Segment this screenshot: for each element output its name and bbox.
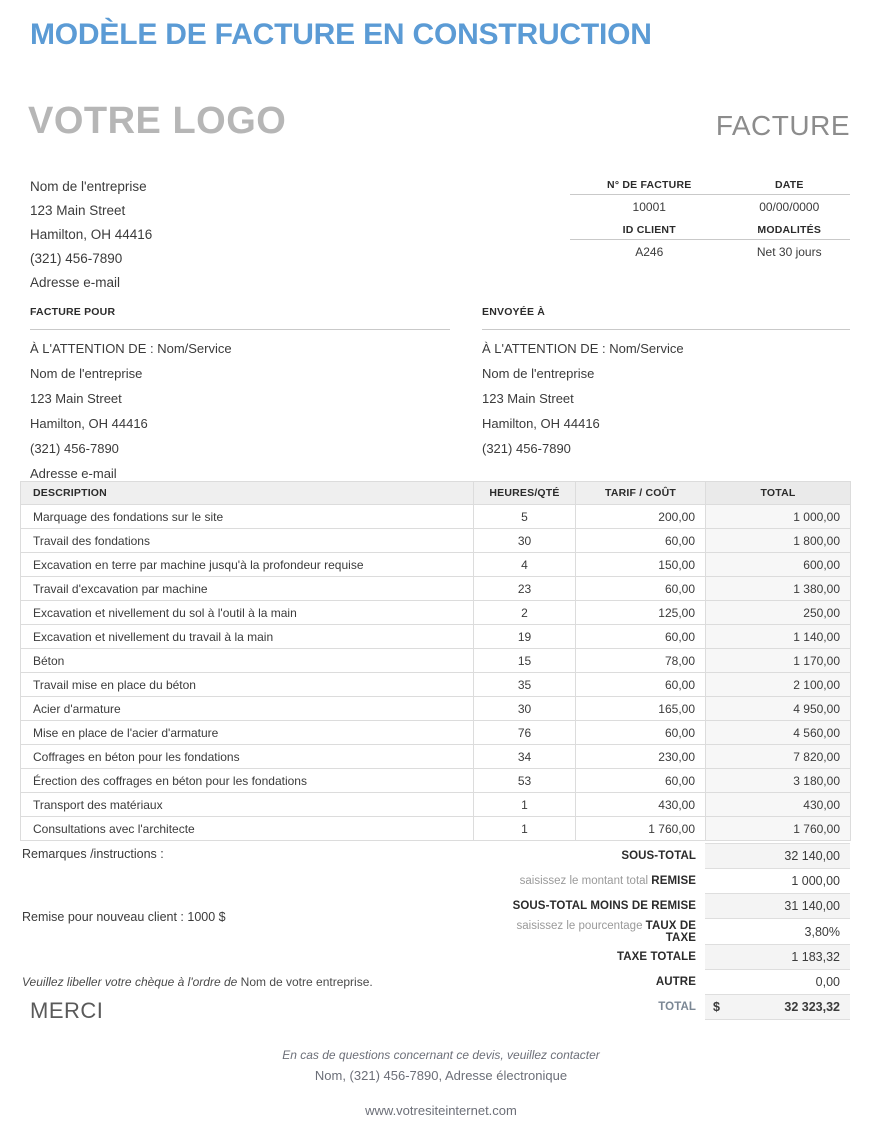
cell-total[interactable]: 1 760,00 [706,817,851,841]
sender-line: Hamilton, OH 44416 [30,227,153,242]
cell-description[interactable]: Érection des coffrages en béton pour les fondations [21,769,474,793]
column-header-total: TOTAL [706,482,851,505]
totals-label [490,995,705,1020]
logo-placeholder: VOTRE LOGO [28,100,287,142]
cell-rate[interactable]: 78,00 [576,649,706,673]
totals-row [490,945,850,970]
sender-line: 123 Main Street [30,203,126,218]
totals-label [490,869,705,894]
totals-row [490,844,850,869]
totals-label-text: AUTRE [655,976,696,988]
totals-value[interactable] [705,919,850,945]
cell-total[interactable]: 7 820,00 [706,745,851,769]
table-row [21,793,851,817]
cell-total[interactable]: 1 170,00 [706,649,851,673]
ship-to-line: À L'ATTENTION DE : Nom/Service [482,341,684,356]
cell-rate[interactable]: 60,00 [576,529,706,553]
totals-value-text: 3,80% [804,924,840,939]
cell-rate[interactable]: 60,00 [576,625,706,649]
cell-total[interactable]: 3 180,00 [706,769,851,793]
totals-row [490,869,850,894]
cell-description[interactable]: Consultations avec l'architecte [21,817,474,841]
totals-value-text: 32 323,32 [784,1000,840,1014]
cell-quantity[interactable]: 23 [474,577,576,601]
totals-row [490,919,850,945]
bill-to-line: (321) 456-7890 [30,441,119,456]
totals-label-text: TAUX DE TAXE [645,919,696,944]
cell-quantity[interactable]: 4 [474,553,576,577]
totals-label-text: SOUS-TOTAL MOINS DE REMISE [512,900,696,912]
cell-quantity[interactable]: 35 [474,673,576,697]
totals-label [490,970,705,995]
totals-value[interactable] [705,995,850,1020]
check-payable-text: Veuillez libeller votre chèque à l'ordre de [22,975,238,989]
table-row [21,817,851,841]
currency-symbol: $ [713,1000,720,1014]
totals-value-text: 0,00 [815,975,840,989]
sender-line: Adresse e-mail [30,275,121,290]
cell-total[interactable]: 1 800,00 [706,529,851,553]
cell-description[interactable]: Mise en place de l'acier d'armature [21,721,474,745]
check-payable-company: Nom de votre entreprise. [240,975,373,989]
cell-quantity[interactable]: 76 [474,721,576,745]
totals-label-text: SOUS-TOTAL [621,850,696,862]
sender-line: (321) 456-7890 [30,251,123,266]
ship-to-header: ENVOYÉE À [482,300,850,330]
invoice-date-label: DATE [728,177,850,195]
cell-quantity[interactable]: 53 [474,769,576,793]
cell-rate[interactable]: 60,00 [576,769,706,793]
table-row [21,505,851,529]
cell-quantity[interactable]: 2 [474,601,576,625]
table-row [21,553,851,577]
column-header-rate: TARIF / COÛT [576,482,706,505]
sender-line: Nom de l'entreprise [30,179,147,194]
cell-total[interactable]: 600,00 [706,553,851,577]
totals-hint: saisissez le montant total [519,875,652,887]
cell-quantity[interactable]: 15 [474,649,576,673]
cell-rate[interactable]: 150,00 [576,553,706,577]
ship-to-line: 123 Main Street [482,391,574,406]
totals-value[interactable] [705,844,850,869]
cell-description[interactable]: Excavation en terre par machine jusqu'à la profondeur requise [21,553,474,577]
table-row [21,721,851,745]
totals-value[interactable] [705,970,850,995]
cell-description[interactable]: Excavation et nivellement du sol à l'outil à la main [21,601,474,625]
cell-rate[interactable]: 60,00 [576,577,706,601]
totals-table [490,843,850,1020]
footer-contact-details: Nom, (321) 456-7890, Adresse électronique [314,1068,568,1083]
invoice-date-value[interactable]: 00/00/0000 [759,200,820,214]
cell-quantity[interactable]: 19 [474,625,576,649]
ship-to-line: Nom de l'entreprise [482,366,595,381]
table-row [21,601,851,625]
cell-description[interactable]: Acier d'armature [21,697,474,721]
cell-total[interactable]: 1 140,00 [706,625,851,649]
cell-rate[interactable]: 125,00 [576,601,706,625]
bill-to-line: Adresse e-mail [30,466,117,481]
cell-total[interactable]: 4 560,00 [706,721,851,745]
totals-value-text: 32 140,00 [784,849,840,863]
cell-rate[interactable]: 165,00 [576,697,706,721]
bill-to-header: FACTURE POUR [30,300,450,330]
cell-total[interactable]: 2 100,00 [706,673,851,697]
cell-description[interactable]: Béton [21,649,474,673]
totals-value-text: 1 183,32 [791,950,840,964]
table-row [21,769,851,793]
table-row [21,697,851,721]
column-header-description: DESCRIPTION [21,482,474,505]
cell-description[interactable]: Coffrages en béton pour les fondations [21,745,474,769]
cell-total[interactable]: 430,00 [706,793,851,817]
thank-you-text: MERCI [30,998,104,1023]
cell-description[interactable]: Marquage des fondations sur le site [21,505,474,529]
ship-to-line: (321) 456-7890 [482,441,571,456]
totals-value[interactable] [705,945,850,970]
footer-website: www.votresiteinternet.com [365,1103,517,1118]
cell-description[interactable]: Travail d'excavation par machine [21,577,474,601]
invoice-number-value[interactable]: 10001 [632,200,666,214]
bill-to-line: Nom de l'entreprise [30,366,143,381]
invoice-heading: FACTURE [715,110,850,141]
totals-hint: saisissez le pourcentage [516,919,646,932]
table-row [21,673,851,697]
client-id-label: ID CLIENT [570,222,728,240]
cell-total[interactable]: 1 000,00 [706,505,851,529]
column-header-quantity: HEURES/QTÉ [474,482,576,505]
footer [0,1048,882,1118]
totals-label-text: REMISE [651,875,696,887]
cell-rate[interactable]: 200,00 [576,505,706,529]
totals-label-text: TAXE TOTALE [616,951,696,963]
sender-address-block [30,175,152,295]
footer-contact-prompt: En cas de questions concernant ce devis, veuillez contacter [282,1048,600,1062]
totals-label [490,894,705,919]
cell-total[interactable]: 250,00 [706,601,851,625]
totals-row [490,995,850,1020]
cell-total[interactable]: 4 950,00 [706,697,851,721]
totals-value-text: 1 000,00 [791,874,840,888]
cell-rate[interactable]: 230,00 [576,745,706,769]
cell-quantity[interactable]: 30 [474,529,576,553]
cell-quantity[interactable]: 1 [474,793,576,817]
cell-quantity[interactable]: 30 [474,697,576,721]
bill-to-line: À L'ATTENTION DE : Nom/Service [30,341,232,356]
totals-row [490,894,850,919]
cell-rate[interactable]: 60,00 [576,673,706,697]
totals-value[interactable] [705,894,850,919]
totals-row [490,970,850,995]
table-row [21,529,851,553]
cell-description[interactable]: Transport des matériaux [21,793,474,817]
totals-label-text: TOTAL [658,1001,696,1013]
totals-value[interactable] [705,869,850,894]
ship-to-block [482,300,850,461]
cell-quantity[interactable]: 5 [474,505,576,529]
table-row [21,649,851,673]
table-row [21,577,851,601]
table-row [21,745,851,769]
cell-description[interactable]: Excavation et nivellement du travail à la main [21,625,474,649]
totals-value-text: 31 140,00 [784,899,840,913]
totals-label [490,844,705,869]
invoice-number-label: N° DE FACTURE [570,177,728,195]
cell-rate[interactable]: 60,00 [576,721,706,745]
page-title: MODÈLE DE FACTURE EN CONSTRUCTION [30,18,652,51]
cell-total[interactable]: 1 380,00 [706,577,851,601]
cell-rate[interactable]: 430,00 [576,793,706,817]
bill-to-line: Hamilton, OH 44416 [30,416,148,431]
totals-label [490,919,705,945]
table-row [21,625,851,649]
terms-value[interactable]: Net 30 jours [756,245,822,259]
table-header-row [21,482,851,505]
terms-label: MODALITÉS [728,222,850,240]
ship-to-line: Hamilton, OH 44416 [482,416,600,431]
discount-note: Remise pour nouveau client : 1000 $ [22,910,226,924]
line-items-body [21,505,851,841]
remarks-label: Remarques /instructions : [22,847,164,861]
bill-to-line: 123 Main Street [30,391,122,406]
totals-body [490,844,850,1020]
cell-description[interactable]: Travail des fondations [21,529,474,553]
bill-to-block [30,300,450,486]
cell-quantity[interactable]: 1 [474,817,576,841]
check-payable-note [22,975,373,989]
client-id-value[interactable]: A246 [635,245,664,259]
line-items-table [20,481,851,841]
cell-description[interactable]: Travail mise en place du béton [21,673,474,697]
totals-label [490,945,705,970]
cell-quantity[interactable]: 34 [474,745,576,769]
cell-rate[interactable]: 1 760,00 [576,817,706,841]
invoice-meta-table [570,177,850,267]
